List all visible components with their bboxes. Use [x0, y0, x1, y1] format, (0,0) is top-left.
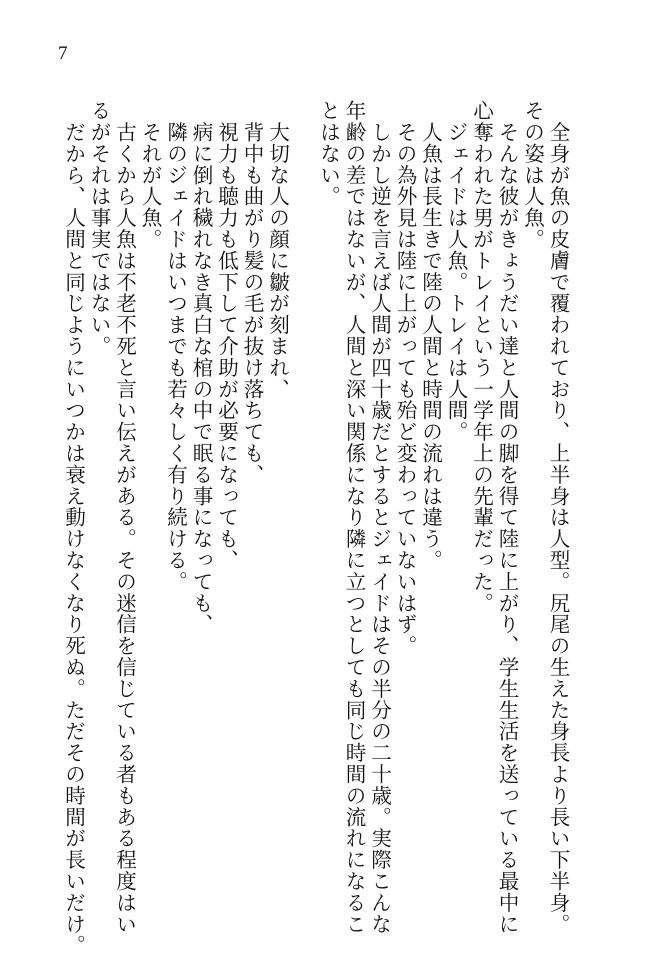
- text-line: 古くから人魚は不老不死と言い伝えがある。その迷信を信じている者もある程度はい: [112, 100, 137, 935]
- text-line: 全身が魚の皮膚で覆われており、上半身は人型。尻尾の生えた身長より長い下半身。: [546, 100, 570, 935]
- text-line: それが人魚。: [138, 100, 162, 250]
- text-line: その姿は人魚。: [520, 100, 545, 250]
- text-line: ジェイドは人魚。トレイは人間。: [444, 100, 468, 443]
- text-line: 人魚は長生きで陸の人間と時間の流れは違う。: [418, 100, 443, 571]
- text-line: るがそれは事実ではない。: [87, 100, 111, 357]
- text-line: その為外見は陸に上がっても殆ど変わっていないはず。: [393, 100, 417, 657]
- page-number: 7: [58, 43, 68, 64]
- text-line: 年齢の差ではないが、人間と深い関係になり隣に立つとしても同じ時間の流れになるこ: [342, 100, 366, 935]
- text-line: 視力も聴力も低下して介助が必要になっても、: [214, 100, 239, 571]
- text-line: そんな彼がきょうだい達と人間の脚を得て陸に上がり、学生生活を送っている最中に: [495, 100, 519, 935]
- text-line: しかし逆を言えば人間が四十歳だとするとジェイドはその半分の二十歳。実際こんな: [367, 100, 392, 935]
- text-line: 背中も曲がり髪の毛が抜け落ちても、: [240, 100, 264, 486]
- text-line: 病に倒れ穢れなき真白な棺の中で眠る事になっても、: [189, 100, 213, 635]
- text-line: とはない。: [316, 100, 341, 207]
- text-line: 大切な人の顔に皺が刻まれ、: [265, 100, 290, 400]
- blank-line: [290, 100, 316, 845]
- text-line: 隣のジェイドはいつまでも若々しく有り続ける。: [163, 100, 188, 593]
- text-line: 心奪われた男がトレイという一学年上の先輩だった。: [469, 100, 494, 614]
- body-text: [60, 100, 570, 956]
- text-line: だから、人間と同じようにいつかは衰え動けなくなり死ぬ。ただその時間が長いだけ。: [61, 100, 86, 956]
